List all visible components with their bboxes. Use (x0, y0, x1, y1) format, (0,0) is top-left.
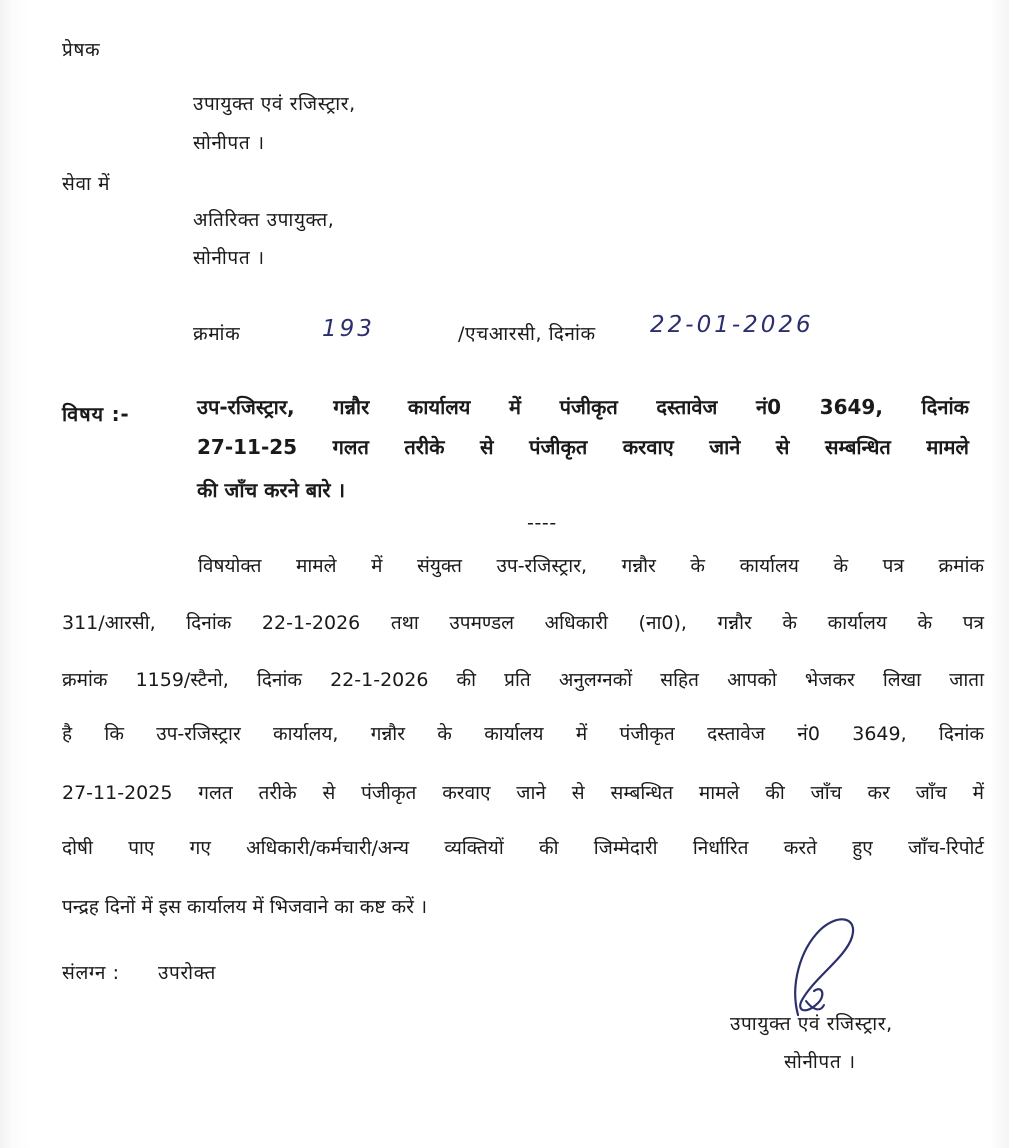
reference-label: क्रमांक (193, 323, 241, 345)
subject-line: की जाँच करने बारे । (197, 478, 346, 502)
enclosure-value: उपरोक्त (158, 962, 216, 984)
reference-suffix: /एचआरसी, दिनांक (458, 323, 596, 345)
subject-label: विषय :- (62, 402, 130, 426)
body-line: क्रमांक 1159/स्टैनो, दिनांक 22-1-2026 की प्रति अनुलग्नकों सहित आपको भेजकर लिखा जाता (62, 669, 984, 691)
recipient-label: सेवा में (62, 173, 111, 195)
sender-label: प्रेषक (62, 39, 101, 61)
signature-place: सोनीपत । (784, 1051, 856, 1073)
recipient-designation: अतिरिक्त उपायुक्त, (193, 209, 335, 231)
enclosure-label: संलग्न : (62, 962, 120, 984)
reference-number: 193 (322, 316, 375, 342)
reference-date: 22-01-2026 (650, 312, 814, 338)
body-line: 311/आरसी, दिनांक 22-1-2026 तथा उपमण्डल अधिकारी (ना0), गन्नौर के कार्यालय के पत्र (62, 612, 984, 634)
separator: ---- (527, 512, 557, 534)
subject-line: उप-रजिस्ट्रार, गन्नौर कार्यालय में पंजीकृत दस्तावेज नं0 3649, दिनांक (197, 395, 969, 419)
sender-place: सोनीपत । (193, 132, 265, 154)
subject-line: 27-11-25 गलत तरीके से पंजीकृत करवाए जाने से सम्बन्धित मामले (197, 435, 969, 459)
body-line: पन्द्रह दिनों में इस कार्यालय में भिजवाने का कष्ट करें । (62, 896, 428, 918)
signature-designation: उपायुक्त एवं रजिस्ट्रार, (730, 1013, 893, 1035)
body-line: दोषी पाए गए अधिकारी/कर्मचारी/अन्य व्यक्तियों की जिम्मेदारी निर्धारित करते हुए जाँच-रिपोर्ट (62, 837, 984, 859)
recipient-place: सोनीपत । (193, 247, 265, 269)
body-line: विषयोक्त मामले में संयुक्त उप-रजिस्ट्रार, गन्नौर के कार्यालय के पत्र क्रमांक (198, 555, 984, 577)
body-line: 27-11-2025 गलत तरीके से पंजीकृत करवाए जाने से सम्बन्धित मामले की जाँच कर जाँच में (62, 782, 984, 804)
body-line: है कि उप-रजिस्ट्रार कार्यालय, गन्नौर के कार्यालय में पंजीकृत दस्तावेज नं0 3649, दिनांक (62, 723, 984, 745)
sender-designation: उपायुक्त एवं रजिस्ट्रार, (193, 93, 356, 115)
